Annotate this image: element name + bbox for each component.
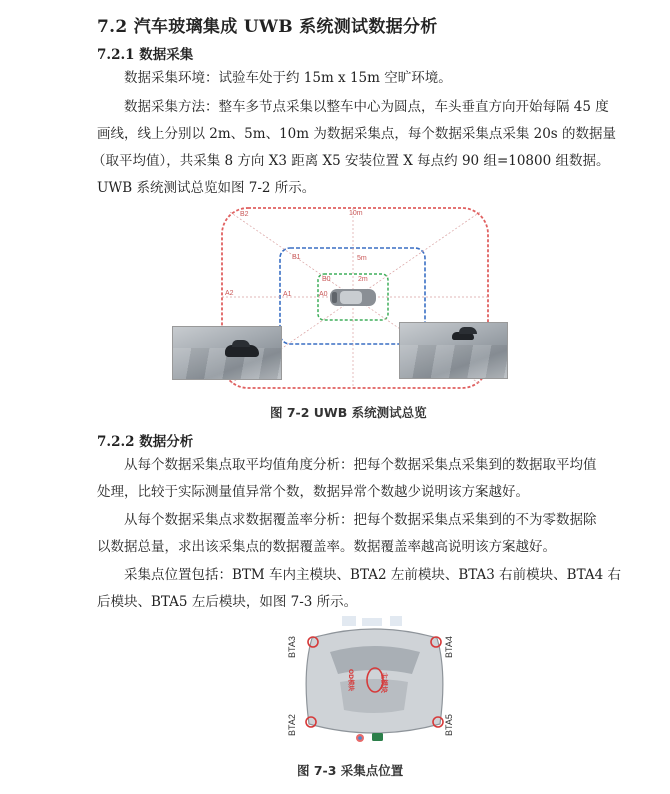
paragraph-positions-line1: 采集点位置包括：BTM 车内主模块、BTA2 左前模块、BTA3 右前模块、BTA4 右 [124,567,621,583]
figure-collection-points [282,612,467,752]
label-bta5: BTA5 [444,714,454,736]
label-main-module: 主模块 [380,672,388,693]
label-a0: A0 [319,291,328,298]
paragraph-method-line4: UWB 系统测试总览如图 7-2 所示。 [97,180,316,196]
figure-7-3-caption: 图 7-3 采集点位置 [297,763,404,778]
label-bta2: BTA2 [287,714,297,736]
paragraph-environment: 数据采集环境：试验车处于约 15m x 15m 空旷环境。 [124,70,452,86]
device-icon-module [372,733,383,741]
paragraph-positions-line2: 后模块、BTA5 左后模块，如图 7-3 所示。 [97,594,358,610]
windshield [330,646,420,674]
label-od-module: OD模块 [347,669,354,692]
label-bta4: BTA4 [444,636,454,658]
label-b2: B2 [240,211,249,218]
subsection-title-data-collection: 7.2.1 数据采集 [97,47,194,63]
paragraph-average-analysis-line2: 处理，比较于实际测量值异常个数，数据异常个数越少说明该方案越好。 [97,484,529,500]
vehicle-top-view [282,612,467,752]
paragraph-coverage-analysis-line2: 以数据总量，求出该采集点的数据覆盖率。数据覆盖率越高说明该方案越好。 [97,539,556,555]
paragraph-method-line2: 画线，线上分别以 2m、5m、10m 为数据采集点，每个数据采集点采集 20s 的数据量 [97,126,617,142]
section-title: 7.2 汽车玻璃集成 UWB 系统测试数据分析 [97,17,438,37]
label-10m: 10m [349,210,363,217]
paragraph-method-line1: 数据采集方法：整车多节点采集以整车中心为圆点，车头垂直方向开始每隔 45 度 [124,99,609,115]
label-2m: 2m [358,276,368,283]
test-site-photo-right [399,322,508,379]
label-5m: 5m [357,255,367,262]
paragraph-coverage-analysis-line1: 从每个数据采集点求数据覆盖率分析：把每个数据采集点采集到的不为零数据除 [124,512,597,528]
label-a1: A1 [283,291,292,298]
test-vehicle [330,289,376,306]
paragraph-method-line3: （取平均值），共采集 8 方向 X3 距离 X5 安装位置 X 每点约 90 组=10800 组数据。 [92,153,610,169]
label-b1: B1 [292,254,301,261]
subsection-title-data-analysis: 7.2.2 数据分析 [97,434,194,450]
paragraph-average-analysis-line1: 从每个数据采集点取平均值角度分析：把每个数据采集点采集到的数据取平均值 [124,457,597,473]
test-site-photo-left [172,326,282,380]
label-b0: B0 [322,276,331,283]
figure-7-2-caption: 图 7-2 UWB 系统测试总览 [270,405,427,420]
label-a2: A2 [225,290,234,297]
label-bta3: BTA3 [287,636,297,658]
